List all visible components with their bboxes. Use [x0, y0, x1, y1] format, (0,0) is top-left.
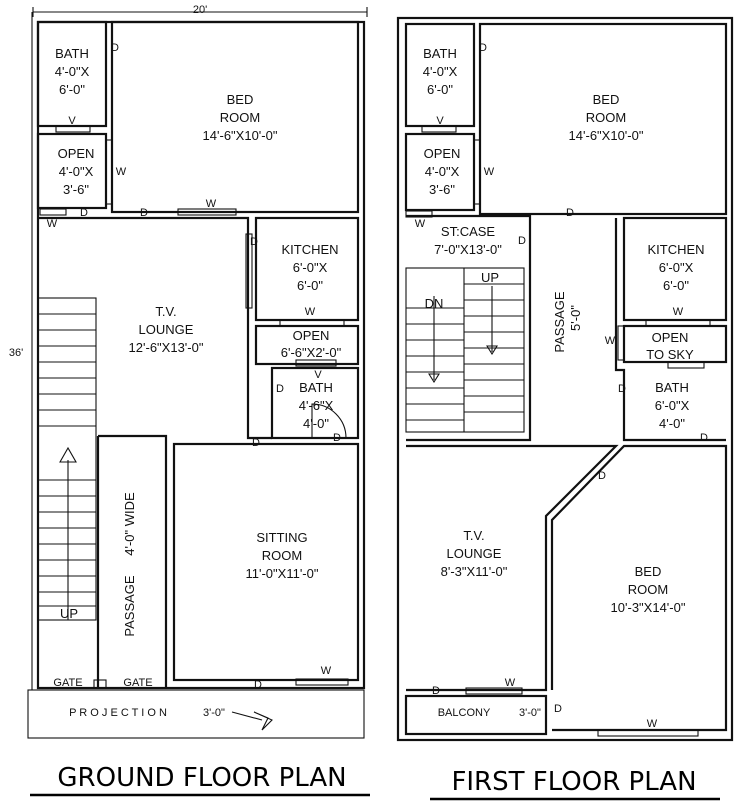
ff-door-marker: D	[479, 42, 487, 54]
gf-window-marker: W	[320, 665, 332, 677]
ground-passage-walls	[98, 436, 166, 688]
gf-sitting-label: SITTING	[256, 530, 308, 545]
ff-passage-label: PASSAGE	[552, 291, 567, 353]
gf-window-marker: W	[46, 218, 58, 230]
ff-lounge-label: T.V.	[463, 528, 485, 543]
gf-gate-label-2: GATE	[123, 677, 153, 689]
ground-floor-title: GROUND FLOOR PLAN	[57, 763, 347, 793]
ff-open-size2: 3'-6"	[429, 182, 455, 197]
gf-sitting-size: 11'-0"X11'-0"	[245, 566, 319, 581]
ff-opensky-label: OPEN	[651, 330, 689, 345]
ff-balcony-size: 3'-0"	[519, 707, 541, 719]
gf-open-size1: 4'-0"X	[58, 164, 94, 179]
ff-window-marker: W	[504, 677, 516, 689]
ff-window-marker: W	[483, 166, 495, 178]
gf-door-marker: D	[276, 383, 284, 395]
gf-up-label: UP	[59, 606, 79, 621]
ff-window-marker: W	[672, 306, 684, 318]
gf-door-marker: D	[80, 207, 88, 219]
gf-window-marker: W	[205, 198, 217, 210]
ff-bath-label: BATH	[423, 46, 457, 61]
gf-door-marker: D	[111, 42, 119, 54]
ff-staircase	[406, 268, 524, 432]
ff-kitchen-size1: 6'-0"X	[658, 260, 694, 275]
first-floor-plan	[398, 18, 732, 740]
gf-open-label: OPEN	[57, 146, 95, 161]
ff-bedroom-size: 14'-6"X10'-0"	[568, 128, 644, 143]
gf-kitchen-label: KITCHEN	[281, 242, 339, 257]
gf-open-size2: 3'-6"	[63, 182, 89, 197]
ground-floor-plan	[9, 4, 367, 738]
width-dimension-label: 20'	[192, 4, 208, 16]
gf-projection-size: 3'-0"	[203, 707, 225, 719]
stair-up-arrow-icon	[60, 448, 76, 462]
ff-kitchen-label: KITCHEN	[647, 242, 705, 257]
ff-bedroom-label: BED	[592, 92, 620, 107]
gf-bath2-size2: 4'-0"	[303, 416, 329, 431]
gf-bath2-size1: 4'-6"X	[298, 398, 334, 413]
ff-door-marker: D	[618, 383, 626, 395]
gf-open2-size: 6'-6"X2'-0"	[280, 345, 342, 360]
ff-dn-label: DN	[424, 296, 444, 311]
ff-door-marker: D	[598, 470, 606, 482]
gf-kitchen-size1: 6'-0"X	[292, 260, 328, 275]
gf-bath2-label: BATH	[299, 380, 333, 395]
depth-dimension-label: 36'	[8, 347, 24, 359]
ff-stcase-label: ST:CASE	[440, 224, 496, 239]
ff-lounge-walls	[406, 446, 616, 690]
gf-window-marker: W	[304, 306, 316, 318]
gf-door-marker: D	[140, 207, 148, 219]
ff-door-marker: D	[518, 235, 526, 247]
ff-open-size1: 4'-0"X	[424, 164, 460, 179]
gf-open2-label: OPEN	[292, 328, 330, 343]
gf-vent-marker: V	[314, 369, 322, 381]
ff-up-label: UP	[480, 270, 500, 285]
gf-projection-label: P R O J E C T I O N	[69, 707, 167, 719]
gf-bath-label: BATH	[55, 46, 89, 61]
ff-door-marker: D	[566, 207, 574, 219]
ff-opensky-label2: TO SKY	[646, 347, 694, 362]
gf-gate-label-1: GATE	[53, 677, 83, 689]
gf-lounge-label: T.V.	[155, 304, 177, 319]
gf-bath-size2: 6'-0"	[59, 82, 85, 97]
gf-door-marker: D	[333, 432, 341, 444]
ff-bedroom2-size: 10'-3"X14'-0"	[610, 600, 686, 615]
gf-passage-width: 4'-0" WIDE	[122, 492, 137, 556]
ff-lounge-label2: LOUNGE	[446, 546, 502, 561]
ff-door-marker: D	[700, 432, 708, 444]
ff-balcony-label: BALCONY	[437, 707, 491, 719]
gf-lounge-label2: LOUNGE	[138, 322, 194, 337]
ff-vent-marker: V	[436, 115, 444, 127]
ff-bath2-size1: 6'-0"X	[654, 398, 690, 413]
ground-staircase	[38, 298, 96, 620]
gf-kitchen-size2: 6'-0"	[297, 278, 323, 293]
ff-kitchen-size2: 6'-0"	[663, 278, 689, 293]
projection-arrow-icon	[254, 712, 272, 730]
ff-bath-size2: 6'-0"	[427, 82, 453, 97]
ff-passage-width: 5'-0"	[568, 305, 583, 331]
gf-door-marker: D	[250, 236, 258, 248]
ff-window-marker: W	[604, 335, 616, 347]
ff-bath2-size2: 4'-0"	[659, 416, 685, 431]
ff-stcase-size: 7'-0"X13'-0"	[434, 242, 502, 257]
ff-bedroom2-label: BED	[634, 564, 662, 579]
ff-open-label: OPEN	[423, 146, 461, 161]
ff-bedroom-label2: ROOM	[585, 110, 627, 125]
gf-door-marker: D	[252, 437, 260, 449]
gf-bedroom-label2: ROOM	[219, 110, 261, 125]
ff-door-marker: D	[554, 703, 562, 715]
gf-bedroom-label: BED	[226, 92, 254, 107]
ff-window-marker: W	[414, 218, 426, 230]
ff-lounge-size: 8'-3"X11'-0"	[440, 564, 508, 579]
ff-bath-size1: 4'-0"X	[422, 64, 458, 79]
gf-passage-label: PASSAGE	[122, 575, 137, 637]
gf-bath-size1: 4'-0"X	[54, 64, 90, 79]
gf-sitting-label2: ROOM	[261, 548, 303, 563]
gf-lounge-size: 12'-6"X13'-0"	[128, 340, 204, 355]
ff-bath2-label: BATH	[655, 380, 689, 395]
ff-bedroom2-label2: ROOM	[627, 582, 669, 597]
gf-vent-marker: V	[68, 115, 76, 127]
gf-door-marker: D	[254, 679, 262, 691]
ff-door-marker: D	[432, 685, 440, 697]
ff-window-marker: W	[646, 718, 658, 730]
gf-bedroom-size: 14'-6"X10'-0"	[202, 128, 278, 143]
gf-window-marker: W	[115, 166, 127, 178]
first-floor-title: FIRST FLOOR PLAN	[451, 767, 697, 797]
